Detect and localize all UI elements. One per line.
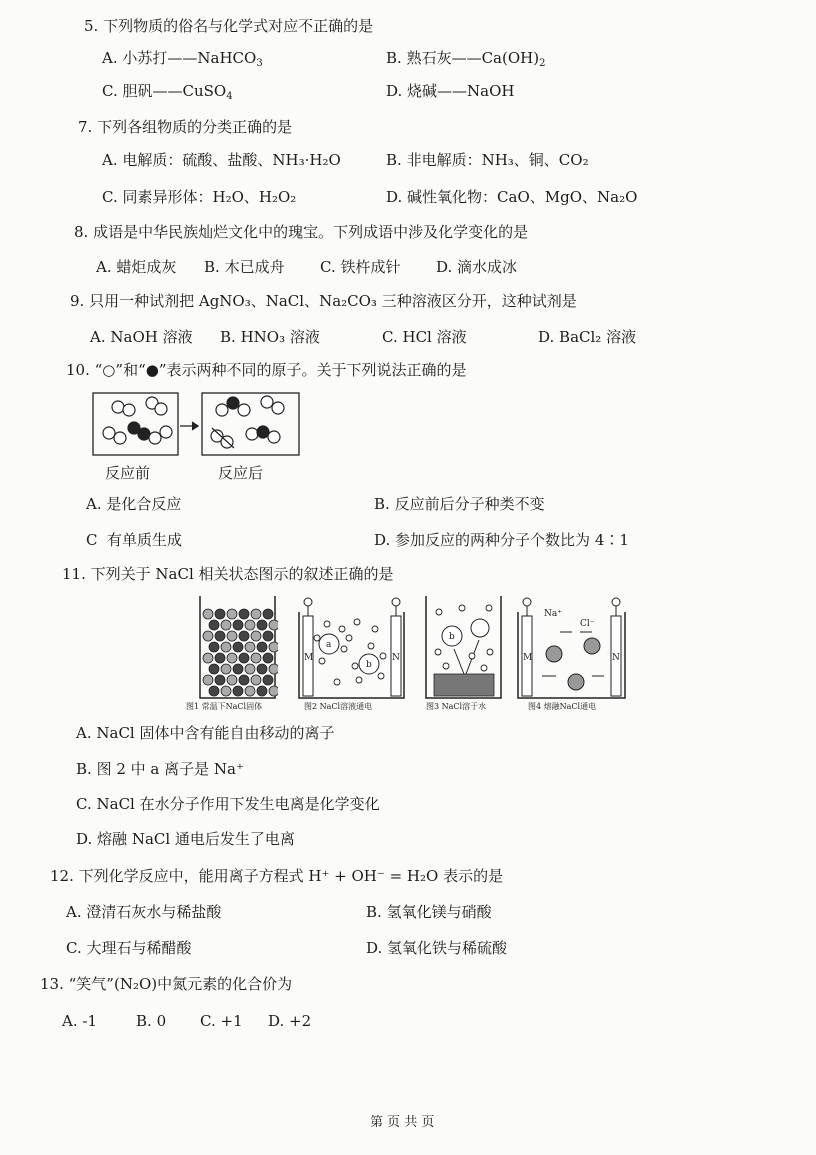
fig2-electrode-m: M	[304, 653, 314, 663]
lattice-ion	[239, 631, 249, 641]
lattice-ion	[221, 620, 231, 630]
lattice-ion	[209, 686, 219, 696]
q12-option-d: D. 氢氧化铁与稀硫酸	[366, 939, 508, 957]
q8-option-b: B. 木已成舟	[204, 258, 285, 276]
q11-option-a: A. NaCl 固体中含有能自由移动的离子	[76, 724, 335, 742]
lattice-ion	[209, 620, 219, 630]
fig4-na-ion: Na⁺	[544, 609, 562, 619]
q12-option-c: C. 大理石与稀醋酸	[66, 939, 192, 957]
fig2-electrode-n: N	[392, 653, 400, 663]
q12-stem: 12. 下列化学反应中，能用离子方程式 H⁺ + OH⁻ = H₂O 表示的是	[50, 867, 504, 885]
lattice-ion	[227, 631, 237, 641]
fig4-electrode-n: N	[612, 653, 620, 663]
lattice-ion	[245, 686, 255, 696]
q5-stem: 5. 下列物质的俗名与化学式对应不正确的是	[84, 17, 374, 35]
lattice-ion	[233, 642, 243, 652]
lattice-ion	[227, 675, 237, 685]
lattice-ion	[203, 609, 213, 619]
q12-option-b: B. 氢氧化镁与硝酸	[366, 903, 492, 921]
lattice-ion	[203, 675, 213, 685]
lattice-ion	[269, 664, 278, 674]
lattice-ion	[221, 686, 231, 696]
lattice-ion	[263, 653, 273, 663]
lattice-ion	[251, 609, 261, 619]
lattice-ion	[203, 631, 213, 641]
lattice-ion	[245, 664, 255, 674]
fig1-caption: 图1 常温下NaCl固体	[186, 702, 263, 711]
fig4-cl-ion: Cl⁻	[580, 619, 595, 629]
q10-label-after: 反应后	[218, 464, 264, 482]
lattice-ion	[239, 653, 249, 663]
page-footer: 第 页 共 页	[370, 1115, 435, 1130]
q5-option-d: D. 烧碱——NaOH	[386, 82, 515, 100]
q8-option-a: A. 蜡炬成灰	[96, 258, 177, 276]
q10-option-d: D. 参加反应的两种分子个数比为 4∶1	[374, 531, 629, 549]
q7-option-c: C. 同素异形体：H₂O、H₂O₂	[102, 188, 297, 206]
q7-option-b: B. 非电解质：NH₃、铜、CO₂	[386, 151, 589, 169]
q8-option-d: D. 滴水成冰	[436, 258, 518, 276]
q5-option-a: A. 小苏打——NaHCO$_3$	[102, 49, 263, 69]
q13-option-d: D. +2	[268, 1012, 312, 1030]
lattice-ion	[215, 609, 225, 619]
after-molecules	[211, 396, 284, 448]
lattice-ion	[221, 642, 231, 652]
q11-option-b: B. 图 2 中 a 离子是 Na⁺	[76, 760, 244, 778]
q8-stem: 8. 成语是中华民族灿烂文化中的瑰宝。下列成语中涉及化学变化的是	[74, 223, 529, 241]
q5-option-c: C. 胆矾——CuSO$_4$	[102, 82, 233, 102]
lattice-ion	[239, 609, 249, 619]
q9-option-c: C. HCl 溶液	[382, 328, 467, 346]
lattice-ion	[263, 609, 273, 619]
lattice-ion	[245, 620, 255, 630]
fig2-nacl-solution-electrolysis	[297, 594, 407, 700]
lattice-ion	[251, 675, 261, 685]
q7-option-d: D. 碱性氧化物：CaO、MgO、Na₂O	[386, 188, 638, 206]
lattice-ion	[257, 642, 267, 652]
fig2-ion-a: a	[326, 640, 332, 650]
fig3-nacl-dissolving	[424, 594, 504, 700]
q9-option-a: A. NaOH 溶液	[90, 328, 193, 346]
fig3-ion-b: b	[449, 632, 455, 642]
lattice-ion	[221, 664, 231, 674]
lattice-ion	[215, 631, 225, 641]
q5-option-b: B. 熟石灰$——Ca(OH)_2$	[386, 49, 546, 69]
lattice-ion	[269, 642, 278, 652]
fig4-electrode-m: M	[523, 653, 533, 663]
lattice-ion	[233, 620, 243, 630]
fig4-caption: 图4 熔融NaCl通电	[528, 702, 597, 711]
lattice-ion	[215, 675, 225, 685]
q9-option-d: D. BaCl₂ 溶液	[538, 328, 637, 346]
q13-stem: 13. “笑气”(N₂O)中氮元素的化合价为	[40, 975, 293, 993]
q13-option-c: C. +1	[200, 1012, 243, 1030]
lattice-ion	[257, 686, 267, 696]
lattice-ion	[251, 631, 261, 641]
q9-stem: 9. 只用一种试剂把 AgNO₃、NaCl、Na₂CO₃ 三种溶液区分开，这种试剂是	[70, 292, 577, 310]
q8-option-c: C. 铁杵成针	[320, 258, 401, 276]
q12-option-a: A. 澄清石灰水与稀盐酸	[66, 903, 222, 921]
lattice-ion	[227, 609, 237, 619]
q10-reaction-diagram	[92, 390, 302, 460]
lattice-ion	[203, 653, 213, 663]
q10-stem: 10. “○”和“●”表示两种不同的原子。关于下列说法正确的是	[66, 361, 467, 379]
q10-option-a: A. 是化合反应	[86, 495, 182, 513]
lattice-ion	[233, 664, 243, 674]
lattice-ion	[263, 631, 273, 641]
q10-label-before: 反应前	[105, 464, 151, 482]
q13-option-b: B. 0	[136, 1012, 167, 1030]
q10-option-b: B. 反应前后分子种类不变	[374, 495, 545, 513]
lattice-ion	[263, 675, 273, 685]
q9-option-b: B. HNO₃ 溶液	[220, 328, 320, 346]
lattice-ion	[251, 653, 261, 663]
lattice-ion	[209, 664, 219, 674]
q13-option-a: A. -1	[62, 1012, 98, 1030]
lattice-ion	[215, 653, 225, 663]
lattice-ion	[245, 642, 255, 652]
q7-stem: 7. 下列各组物质的分类正确的是	[78, 118, 293, 136]
lattice-ion	[233, 686, 243, 696]
fig2-caption: 图2 NaCl溶液通电	[304, 702, 373, 711]
fig4-molten-nacl-electrolysis	[516, 594, 628, 700]
fig1-nacl-solid	[198, 594, 278, 700]
lattice-ion	[257, 664, 267, 674]
lattice-ion	[269, 620, 278, 630]
lattice-ion	[257, 620, 267, 630]
q11-option-d: D. 熔融 NaCl 通电后发生了电离	[76, 830, 295, 848]
fig3-caption: 图3 NaCl溶于水	[426, 702, 487, 711]
lattice-ion	[209, 642, 219, 652]
q11-option-c: C. NaCl 在水分子作用下发生电离是化学变化	[76, 795, 380, 813]
q7-option-a: A. 电解质：硫酸、盐酸、NH₃·H₂O	[102, 151, 341, 169]
q11-stem: 11. 下列关于 NaCl 相关状态图示的叙述正确的是	[62, 565, 394, 583]
lattice-ion	[269, 686, 278, 696]
lattice-ion	[239, 675, 249, 685]
q10-option-c: C 有单质生成	[86, 531, 183, 549]
after-box	[202, 393, 299, 455]
lattice-ion	[227, 653, 237, 663]
before-molecules	[103, 397, 172, 444]
fig2-ion-b: b	[366, 660, 372, 670]
